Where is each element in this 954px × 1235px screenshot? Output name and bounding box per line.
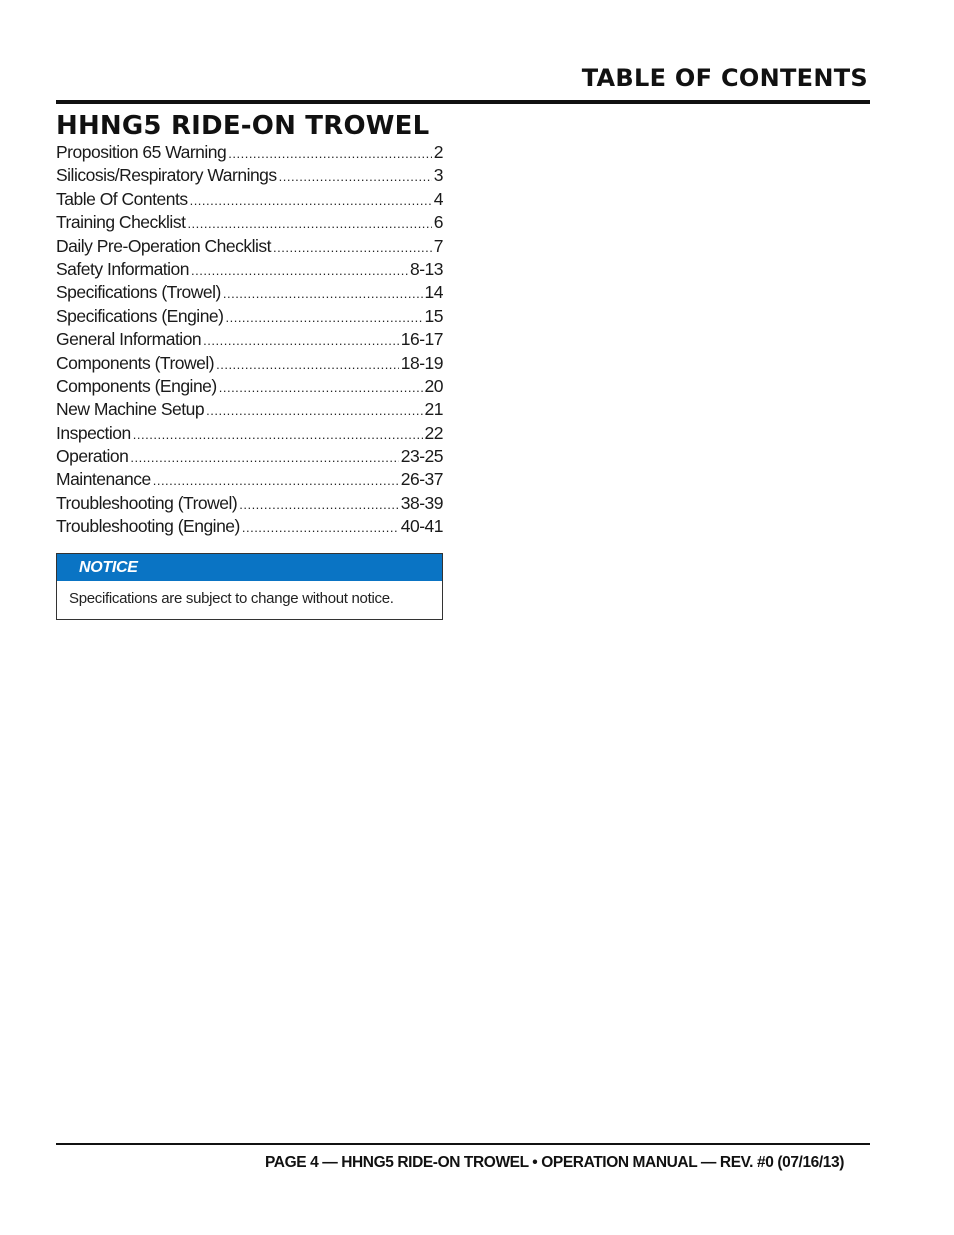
footer-rule [56, 1143, 870, 1145]
toc-leader [191, 263, 408, 278]
toc-entry-proposition-65[interactable]: Proposition 65 Warning ..... 2 [56, 142, 443, 165]
toc-entry-operation[interactable]: Operation ..... 23-25 [56, 446, 443, 469]
toc-leader [219, 380, 423, 395]
section-title: HHNG5 RIDE-ON TROWEL [56, 111, 430, 141]
toc-list [56, 142, 443, 540]
toc-leader [228, 146, 432, 161]
notice-heading: NOTICE [57, 554, 442, 581]
toc-leader [153, 473, 399, 488]
toc-entry-components-trowel[interactable]: Components (Trowel) ..... 18-19 [56, 353, 443, 376]
toc-entry-safety-information[interactable]: Safety Information ..... 8-13 [56, 259, 443, 282]
toc-leader [279, 169, 432, 184]
toc-leader [203, 333, 399, 348]
toc-entry-general-information[interactable]: General Information ..... 16-17 [56, 329, 443, 352]
toc-entry-maintenance[interactable]: Maintenance ..... 26-37 [56, 469, 443, 492]
toc-leader [242, 520, 399, 535]
toc-entry-inspection[interactable]: Inspection ..... 22 [56, 423, 443, 446]
toc-leader [239, 497, 399, 512]
toc-entry-specifications-engine[interactable]: Specifications (Engine) ..... 15 [56, 306, 443, 329]
toc-entry-troubleshooting-engine[interactable]: Troubleshooting (Engine) ..... 40-41 [56, 516, 443, 539]
toc-entry-pre-operation-checklist[interactable]: Daily Pre-Operation Checklist ..... 7 [56, 236, 443, 259]
notice-box [56, 553, 443, 620]
page-header-title: TABLE OF CONTENTS [581, 64, 868, 92]
toc-leader [190, 193, 432, 208]
toc-leader [225, 310, 422, 325]
toc-entry-silicosis[interactable]: Silicosis/Respiratory Warnings ..... 3 [56, 165, 443, 188]
header-rule [56, 100, 870, 104]
footer-text: PAGE 4 — HHNG5 RIDE-ON TROWEL • OPERATION MANUAL — REV. #0 (07/16/13) [265, 1154, 844, 1171]
toc-leader [223, 286, 423, 301]
toc-entry-training-checklist[interactable]: Training Checklist ..... 6 [56, 212, 443, 235]
toc-leader [133, 427, 423, 442]
toc-leader [187, 216, 431, 231]
toc-leader [216, 357, 399, 372]
toc-entry-components-engine[interactable]: Components (Engine) ..... 20 [56, 376, 443, 399]
toc-leader [130, 450, 398, 465]
notice-text: Specifications are subject to change without notice. [69, 590, 394, 607]
toc-leader [273, 240, 432, 255]
toc-entry-table-of-contents[interactable]: Table Of Contents ..... 4 [56, 189, 443, 212]
toc-entry-new-machine-setup[interactable]: New Machine Setup ..... 21 [56, 399, 443, 422]
toc-leader [206, 403, 422, 418]
toc-entry-specifications-trowel[interactable]: Specifications (Trowel) ..... 14 [56, 282, 443, 305]
toc-entry-troubleshooting-trowel[interactable]: Troubleshooting (Trowel) ..... 38-39 [56, 493, 443, 516]
